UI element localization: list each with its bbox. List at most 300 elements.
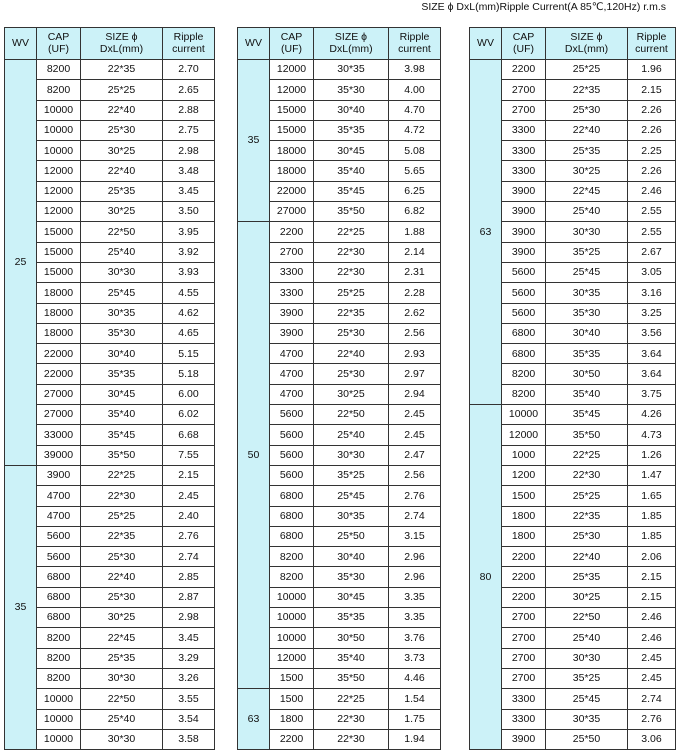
cap-cell: 8200 bbox=[37, 648, 81, 668]
ripple-cell: 3.64 bbox=[628, 364, 676, 384]
table-row bbox=[5, 323, 215, 343]
table-row bbox=[5, 161, 215, 181]
size-cell: 22*25 bbox=[546, 445, 628, 465]
ripple-cell: 6.02 bbox=[163, 405, 215, 425]
cap-cell: 10000 bbox=[37, 120, 81, 140]
cap-cell: 3900 bbox=[270, 303, 314, 323]
size-cell: 30*35 bbox=[314, 506, 389, 526]
table-row bbox=[5, 486, 215, 506]
ripple-cell: 3.95 bbox=[163, 222, 215, 242]
size-cell: 35*30 bbox=[314, 80, 389, 100]
cap-cell: 2700 bbox=[502, 608, 546, 628]
cap-cell: 8200 bbox=[37, 80, 81, 100]
ripple-cell: 2.62 bbox=[389, 303, 441, 323]
ripple-cell: 1.26 bbox=[628, 445, 676, 465]
size-cell: 30*50 bbox=[314, 628, 389, 648]
cap-cell: 6800 bbox=[37, 587, 81, 607]
size-cell: 30*30 bbox=[81, 729, 163, 749]
size-cell: 25*50 bbox=[546, 729, 628, 749]
cap-cell: 10000 bbox=[270, 587, 314, 607]
ripple-cell: 1.85 bbox=[628, 526, 676, 546]
ripple-cell: 3.98 bbox=[389, 60, 441, 80]
ripple-cell: 2.56 bbox=[389, 323, 441, 343]
ripple-cell: 1.75 bbox=[389, 709, 441, 729]
size-cell: 35*35 bbox=[81, 364, 163, 384]
ripple-cell: 4.00 bbox=[389, 80, 441, 100]
table-row bbox=[5, 506, 215, 526]
ripple-cell: 3.06 bbox=[628, 729, 676, 749]
size-cell: 30*40 bbox=[314, 100, 389, 120]
size-cell: 25*25 bbox=[546, 60, 628, 80]
table-row bbox=[5, 425, 215, 445]
size-cell: 25*30 bbox=[81, 120, 163, 140]
table-row bbox=[5, 587, 215, 607]
size-cell: 22*50 bbox=[314, 405, 389, 425]
ripple-cell: 2.85 bbox=[163, 567, 215, 587]
ripple-cell: 2.88 bbox=[163, 100, 215, 120]
cap-cell: 10000 bbox=[270, 628, 314, 648]
table-row bbox=[5, 242, 215, 262]
size-cell: 25*30 bbox=[314, 323, 389, 343]
ripple-cell: 3.56 bbox=[628, 323, 676, 343]
size-cell: 25*40 bbox=[81, 709, 163, 729]
size-cell: 35*45 bbox=[546, 405, 628, 425]
size-cell: 35*40 bbox=[314, 161, 389, 181]
ripple-cell: 3.54 bbox=[163, 709, 215, 729]
ripple-cell: 2.26 bbox=[628, 120, 676, 140]
size-cell: 30*35 bbox=[546, 709, 628, 729]
cap-cell: 2200 bbox=[502, 547, 546, 567]
size-cell: 25*40 bbox=[314, 425, 389, 445]
wv-cell: 35 bbox=[5, 465, 37, 749]
size-cell: 25*25 bbox=[546, 486, 628, 506]
cap-cell: 2700 bbox=[502, 668, 546, 688]
size-cell: 25*25 bbox=[81, 506, 163, 526]
ripple-cell: 4.70 bbox=[389, 100, 441, 120]
table-row bbox=[5, 608, 215, 628]
table-row bbox=[5, 120, 215, 140]
table-row bbox=[470, 405, 676, 425]
size-cell: 25*45 bbox=[546, 689, 628, 709]
ripple-cell: 3.58 bbox=[163, 729, 215, 749]
ripple-cell: 1.85 bbox=[628, 506, 676, 526]
cap-cell: 1800 bbox=[502, 526, 546, 546]
cap-cell: 4700 bbox=[37, 486, 81, 506]
cap-cell: 2700 bbox=[502, 628, 546, 648]
cap-cell: 4700 bbox=[37, 506, 81, 526]
size-cell: 35*25 bbox=[314, 465, 389, 485]
header-cap: CAP (UF) bbox=[270, 28, 314, 60]
size-cell: 35*35 bbox=[546, 344, 628, 364]
cap-cell: 18000 bbox=[37, 323, 81, 343]
size-cell: 22*25 bbox=[314, 222, 389, 242]
ripple-cell: 3.35 bbox=[389, 608, 441, 628]
ripple-cell: 3.50 bbox=[163, 202, 215, 222]
table-row bbox=[5, 100, 215, 120]
cap-cell: 3900 bbox=[502, 202, 546, 222]
ripple-cell: 3.55 bbox=[163, 689, 215, 709]
ripple-cell: 4.62 bbox=[163, 303, 215, 323]
cap-cell: 2200 bbox=[502, 567, 546, 587]
cap-cell: 12000 bbox=[270, 648, 314, 668]
table-row bbox=[5, 729, 215, 749]
cap-cell: 1800 bbox=[502, 506, 546, 526]
header-ripple: Ripple current bbox=[628, 28, 676, 60]
size-cell: 35*40 bbox=[81, 405, 163, 425]
ripple-cell: 2.74 bbox=[163, 547, 215, 567]
cap-cell: 12000 bbox=[270, 80, 314, 100]
cap-cell: 8200 bbox=[502, 384, 546, 404]
cap-cell: 3300 bbox=[502, 689, 546, 709]
cap-cell: 6800 bbox=[270, 486, 314, 506]
table-row bbox=[5, 303, 215, 323]
size-cell: 35*50 bbox=[81, 445, 163, 465]
table-row bbox=[5, 668, 215, 688]
cap-cell: 2700 bbox=[502, 100, 546, 120]
table-row bbox=[5, 202, 215, 222]
size-cell: 30*25 bbox=[81, 202, 163, 222]
ripple-cell: 2.47 bbox=[389, 445, 441, 465]
header-row bbox=[5, 28, 215, 60]
cap-cell: 27000 bbox=[270, 202, 314, 222]
size-cell: 22*40 bbox=[546, 120, 628, 140]
cap-cell: 15000 bbox=[270, 120, 314, 140]
ripple-cell: 3.25 bbox=[628, 303, 676, 323]
ripple-cell: 5.18 bbox=[163, 364, 215, 384]
table-row bbox=[5, 181, 215, 201]
ripple-cell: 2.15 bbox=[628, 567, 676, 587]
cap-cell: 6800 bbox=[37, 608, 81, 628]
ripple-cell: 2.67 bbox=[628, 242, 676, 262]
table-caption: SIZE ϕ DxL(mm)Ripple Current(A 85℃,120Hz) r.m.s bbox=[421, 1, 666, 13]
table-row bbox=[5, 283, 215, 303]
size-cell: 25*35 bbox=[546, 567, 628, 587]
size-cell: 25*35 bbox=[546, 141, 628, 161]
size-cell: 35*45 bbox=[314, 181, 389, 201]
cap-cell: 18000 bbox=[37, 303, 81, 323]
size-cell: 22*35 bbox=[81, 526, 163, 546]
size-cell: 25*30 bbox=[314, 364, 389, 384]
size-cell: 22*40 bbox=[81, 161, 163, 181]
cap-cell: 2700 bbox=[502, 648, 546, 668]
size-cell: 35*35 bbox=[314, 608, 389, 628]
cap-cell: 39000 bbox=[37, 445, 81, 465]
size-cell: 22*25 bbox=[314, 689, 389, 709]
ripple-cell: 1.96 bbox=[628, 60, 676, 80]
cap-cell: 10000 bbox=[37, 100, 81, 120]
header-ripple: Ripple current bbox=[389, 28, 441, 60]
cap-cell: 6800 bbox=[502, 323, 546, 343]
wv-cell: 63 bbox=[470, 60, 502, 405]
table-row bbox=[238, 222, 441, 242]
ripple-cell: 5.65 bbox=[389, 161, 441, 181]
cap-cell: 8200 bbox=[37, 668, 81, 688]
size-cell: 30*45 bbox=[81, 384, 163, 404]
ripple-cell: 2.96 bbox=[389, 567, 441, 587]
cap-cell: 15000 bbox=[37, 262, 81, 282]
ripple-cell: 2.98 bbox=[163, 608, 215, 628]
cap-cell: 12000 bbox=[37, 181, 81, 201]
ripple-cell: 2.76 bbox=[163, 526, 215, 546]
table-row bbox=[5, 60, 215, 80]
cap-cell: 1000 bbox=[502, 445, 546, 465]
size-cell: 30*25 bbox=[314, 384, 389, 404]
size-cell: 22*30 bbox=[314, 242, 389, 262]
table-row bbox=[5, 648, 215, 668]
size-cell: 30*30 bbox=[546, 648, 628, 668]
size-cell: 35*30 bbox=[81, 323, 163, 343]
cap-cell: 8200 bbox=[502, 364, 546, 384]
cap-cell: 8200 bbox=[270, 567, 314, 587]
cap-cell: 18000 bbox=[37, 283, 81, 303]
cap-cell: 6800 bbox=[270, 526, 314, 546]
size-cell: 25*50 bbox=[314, 526, 389, 546]
wv-cell: 80 bbox=[470, 405, 502, 750]
header-wv: WV bbox=[470, 28, 502, 60]
cap-cell: 8200 bbox=[37, 628, 81, 648]
size-cell: 25*35 bbox=[81, 648, 163, 668]
ripple-cell: 3.15 bbox=[389, 526, 441, 546]
ripple-cell: 3.64 bbox=[628, 344, 676, 364]
size-cell: 35*30 bbox=[546, 303, 628, 323]
table-row bbox=[5, 262, 215, 282]
ripple-cell: 4.26 bbox=[628, 405, 676, 425]
size-cell: 22*40 bbox=[314, 344, 389, 364]
header-cap: CAP (UF) bbox=[502, 28, 546, 60]
size-cell: 30*30 bbox=[546, 222, 628, 242]
ripple-cell: 5.08 bbox=[389, 141, 441, 161]
table-row bbox=[5, 364, 215, 384]
wv-cell: 50 bbox=[238, 222, 270, 689]
cap-cell: 10000 bbox=[270, 608, 314, 628]
size-cell: 25*45 bbox=[546, 262, 628, 282]
cap-cell: 4700 bbox=[270, 384, 314, 404]
size-cell: 30*40 bbox=[546, 323, 628, 343]
size-cell: 25*40 bbox=[546, 628, 628, 648]
header-row bbox=[470, 28, 676, 60]
size-cell: 30*35 bbox=[314, 60, 389, 80]
size-cell: 30*45 bbox=[314, 587, 389, 607]
size-cell: 30*25 bbox=[546, 587, 628, 607]
size-cell: 22*35 bbox=[546, 80, 628, 100]
cap-cell: 2200 bbox=[270, 222, 314, 242]
cap-cell: 2700 bbox=[270, 242, 314, 262]
wv-cell: 63 bbox=[238, 689, 270, 750]
size-cell: 25*45 bbox=[81, 283, 163, 303]
cap-cell: 5600 bbox=[270, 445, 314, 465]
size-cell: 30*25 bbox=[81, 608, 163, 628]
ripple-cell: 2.45 bbox=[628, 648, 676, 668]
size-cell: 30*25 bbox=[546, 161, 628, 181]
ripple-cell: 2.15 bbox=[628, 587, 676, 607]
size-cell: 30*45 bbox=[314, 141, 389, 161]
ripple-cell: 2.46 bbox=[628, 181, 676, 201]
header-size: SIZE ϕ DxL(mm) bbox=[314, 28, 389, 60]
header-wv: WV bbox=[5, 28, 37, 60]
size-cell: 22*45 bbox=[81, 628, 163, 648]
ripple-cell: 3.45 bbox=[163, 628, 215, 648]
size-cell: 22*25 bbox=[81, 465, 163, 485]
ripple-cell: 3.45 bbox=[163, 181, 215, 201]
ripple-cell: 3.48 bbox=[163, 161, 215, 181]
ripple-cell: 1.88 bbox=[389, 222, 441, 242]
table-row bbox=[5, 628, 215, 648]
cap-cell: 1500 bbox=[270, 689, 314, 709]
size-cell: 30*40 bbox=[81, 344, 163, 364]
ripple-cell: 2.15 bbox=[628, 80, 676, 100]
size-cell: 22*50 bbox=[81, 689, 163, 709]
ripple-cell: 3.29 bbox=[163, 648, 215, 668]
cap-cell: 1500 bbox=[270, 668, 314, 688]
size-cell: 35*50 bbox=[546, 425, 628, 445]
ripple-cell: 2.26 bbox=[628, 100, 676, 120]
size-cell: 35*25 bbox=[546, 668, 628, 688]
cap-cell: 5600 bbox=[270, 405, 314, 425]
cap-cell: 15000 bbox=[270, 100, 314, 120]
cap-cell: 3900 bbox=[502, 729, 546, 749]
size-cell: 35*45 bbox=[81, 425, 163, 445]
cap-cell: 4700 bbox=[270, 364, 314, 384]
cap-cell: 3300 bbox=[270, 262, 314, 282]
ripple-cell: 1.94 bbox=[389, 729, 441, 749]
ripple-cell: 2.45 bbox=[389, 425, 441, 445]
ripple-cell: 6.25 bbox=[389, 181, 441, 201]
size-cell: 25*35 bbox=[81, 181, 163, 201]
cap-cell: 12000 bbox=[37, 202, 81, 222]
size-cell: 22*30 bbox=[314, 262, 389, 282]
table-row bbox=[5, 384, 215, 404]
size-cell: 30*25 bbox=[81, 141, 163, 161]
cap-cell: 10000 bbox=[37, 141, 81, 161]
ripple-cell: 3.05 bbox=[628, 262, 676, 282]
table-row bbox=[238, 689, 441, 709]
header-wv: WV bbox=[238, 28, 270, 60]
cap-cell: 3300 bbox=[502, 120, 546, 140]
ripple-cell: 2.94 bbox=[389, 384, 441, 404]
size-cell: 30*35 bbox=[546, 283, 628, 303]
size-cell: 35*40 bbox=[546, 384, 628, 404]
size-cell: 22*30 bbox=[314, 729, 389, 749]
cap-cell: 5600 bbox=[502, 283, 546, 303]
cap-cell: 6800 bbox=[37, 567, 81, 587]
ripple-cell: 2.74 bbox=[628, 689, 676, 709]
ripple-cell: 3.26 bbox=[163, 668, 215, 688]
ripple-cell: 2.76 bbox=[389, 486, 441, 506]
size-cell: 35*50 bbox=[314, 668, 389, 688]
size-cell: 22*35 bbox=[81, 60, 163, 80]
size-cell: 30*30 bbox=[314, 445, 389, 465]
size-cell: 22*40 bbox=[546, 547, 628, 567]
cap-cell: 3300 bbox=[502, 161, 546, 181]
header-size: SIZE ϕ DxL(mm) bbox=[81, 28, 163, 60]
ripple-cell: 1.54 bbox=[389, 689, 441, 709]
ripple-cell: 2.55 bbox=[628, 202, 676, 222]
ripple-cell: 2.76 bbox=[628, 709, 676, 729]
header-ripple: Ripple current bbox=[163, 28, 215, 60]
ripple-cell: 2.14 bbox=[389, 242, 441, 262]
size-cell: 22*40 bbox=[81, 100, 163, 120]
ripple-cell: 2.75 bbox=[163, 120, 215, 140]
cap-cell: 12000 bbox=[270, 60, 314, 80]
cap-cell: 1800 bbox=[270, 709, 314, 729]
size-cell: 25*25 bbox=[81, 80, 163, 100]
cap-cell: 2200 bbox=[502, 60, 546, 80]
ripple-cell: 3.92 bbox=[163, 242, 215, 262]
cap-cell: 5600 bbox=[37, 526, 81, 546]
cap-cell: 8200 bbox=[270, 547, 314, 567]
ripple-cell: 6.82 bbox=[389, 202, 441, 222]
cap-cell: 8200 bbox=[37, 60, 81, 80]
size-cell: 30*50 bbox=[546, 364, 628, 384]
size-cell: 35*30 bbox=[314, 567, 389, 587]
table-row bbox=[5, 80, 215, 100]
size-cell: 22*45 bbox=[546, 181, 628, 201]
size-cell: 22*30 bbox=[314, 709, 389, 729]
ripple-cell: 4.55 bbox=[163, 283, 215, 303]
cap-cell: 3900 bbox=[270, 323, 314, 343]
ripple-cell: 3.93 bbox=[163, 262, 215, 282]
cap-cell: 2200 bbox=[502, 587, 546, 607]
cap-cell: 5600 bbox=[502, 262, 546, 282]
cap-cell: 12000 bbox=[502, 425, 546, 445]
header-cap: CAP (UF) bbox=[37, 28, 81, 60]
ripple-cell: 2.06 bbox=[628, 547, 676, 567]
cap-cell: 6800 bbox=[270, 506, 314, 526]
ripple-cell: 4.65 bbox=[163, 323, 215, 343]
cap-cell: 18000 bbox=[270, 141, 314, 161]
cap-cell: 33000 bbox=[37, 425, 81, 445]
cap-cell: 5600 bbox=[502, 303, 546, 323]
ripple-cell: 2.26 bbox=[628, 161, 676, 181]
cap-cell: 5600 bbox=[270, 465, 314, 485]
ripple-cell: 2.56 bbox=[389, 465, 441, 485]
cap-cell: 22000 bbox=[37, 364, 81, 384]
cap-cell: 3300 bbox=[502, 141, 546, 161]
size-cell: 22*35 bbox=[546, 506, 628, 526]
cap-cell: 3900 bbox=[502, 222, 546, 242]
cap-cell: 6800 bbox=[502, 344, 546, 364]
ripple-cell: 2.45 bbox=[628, 668, 676, 688]
size-cell: 25*30 bbox=[81, 587, 163, 607]
table-row bbox=[5, 344, 215, 364]
cap-cell: 15000 bbox=[37, 242, 81, 262]
table-row bbox=[5, 141, 215, 161]
size-cell: 35*40 bbox=[314, 648, 389, 668]
table-row bbox=[5, 465, 215, 485]
header-size: SIZE ϕ DxL(mm) bbox=[546, 28, 628, 60]
ripple-cell: 3.76 bbox=[389, 628, 441, 648]
cap-cell: 5600 bbox=[37, 547, 81, 567]
size-cell: 35*50 bbox=[314, 202, 389, 222]
cap-cell: 12000 bbox=[37, 161, 81, 181]
cap-cell: 10000 bbox=[37, 689, 81, 709]
ripple-cell: 2.93 bbox=[389, 344, 441, 364]
ripple-cell: 6.68 bbox=[163, 425, 215, 445]
cap-cell: 10000 bbox=[502, 405, 546, 425]
size-cell: 35*35 bbox=[314, 120, 389, 140]
cap-cell: 3900 bbox=[502, 242, 546, 262]
ripple-cell: 6.00 bbox=[163, 384, 215, 404]
table-row bbox=[5, 709, 215, 729]
cap-cell: 10000 bbox=[37, 729, 81, 749]
size-cell: 30*40 bbox=[314, 547, 389, 567]
cap-cell: 3300 bbox=[270, 283, 314, 303]
size-cell: 25*30 bbox=[81, 547, 163, 567]
ripple-cell: 4.73 bbox=[628, 425, 676, 445]
cap-cell: 22000 bbox=[37, 344, 81, 364]
capacitor-table-2 bbox=[237, 27, 441, 750]
table-row bbox=[5, 222, 215, 242]
